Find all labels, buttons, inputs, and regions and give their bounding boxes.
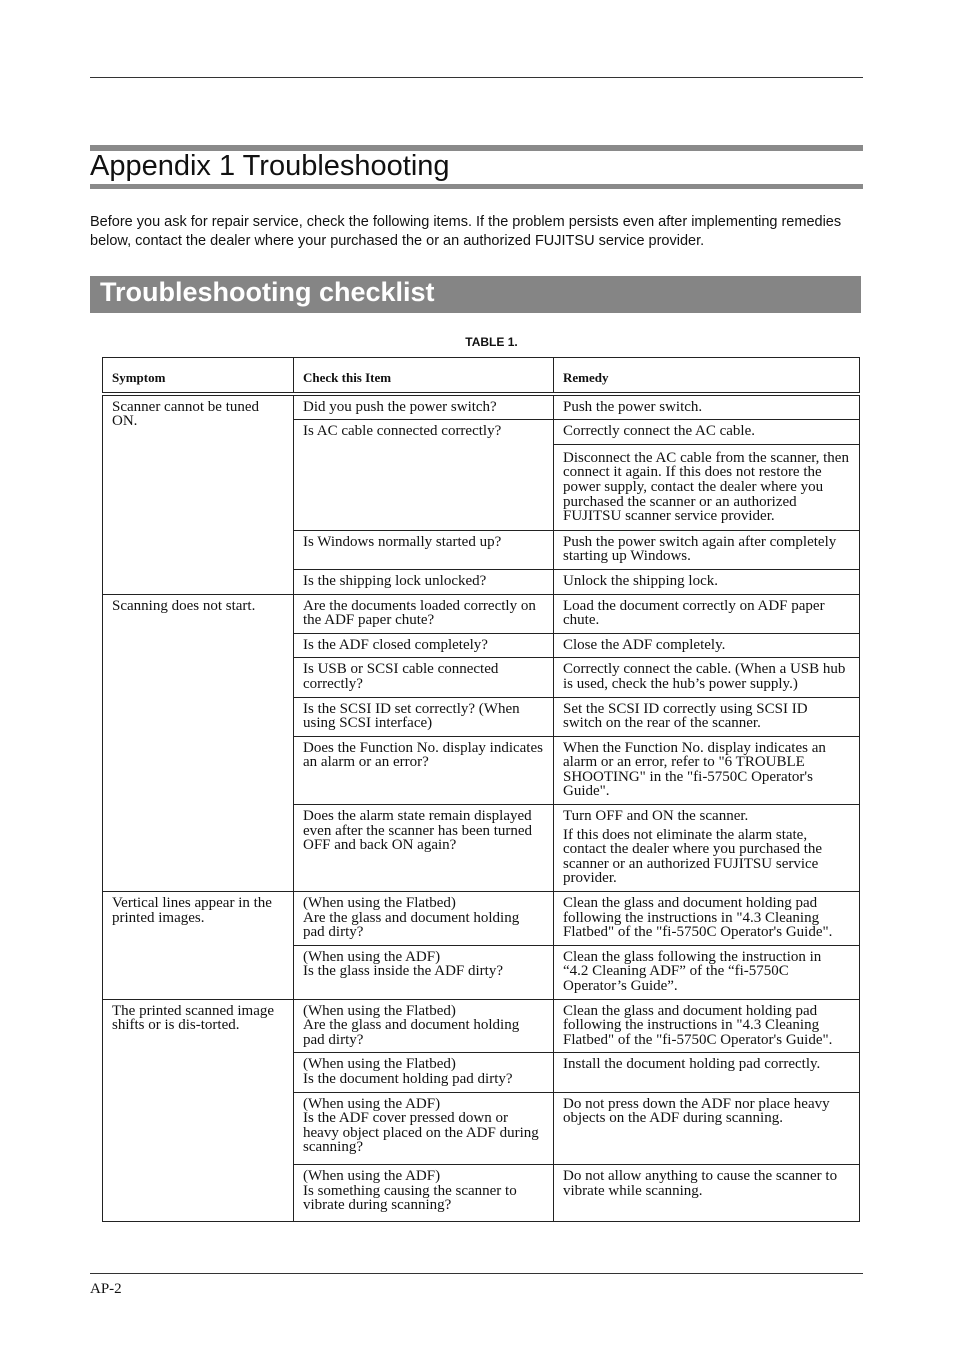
check-cell: Is the SCSI ID set correctly? (When using SCSI interface) bbox=[294, 697, 554, 736]
remedy-cell: Disconnect the AC cable from the scanner, then connect it again. If this does not restore the power supply, contact the dealer where you purchased the scanner or an authorized FUJITSU scanner service provider. bbox=[554, 444, 860, 530]
remedy-cell: Correctly connect the cable. (When a USB hub is used, check the hub’s power supply.) bbox=[554, 658, 860, 697]
remedy-cell: Close the ADF completely. bbox=[554, 633, 860, 658]
check-cell bbox=[294, 945, 554, 999]
remedy-cell: Set the SCSI ID correctly using SCSI ID switch on the rear of the scanner. bbox=[554, 697, 860, 736]
table-row bbox=[103, 394, 860, 420]
check-condition: (When using the ADF) bbox=[303, 1167, 441, 1184]
table-row bbox=[103, 999, 860, 1053]
table-header-row bbox=[103, 358, 860, 394]
check-condition: (When using the Flatbed) bbox=[303, 1056, 456, 1073]
remedy-cell: When the Function No. display indicates an alarm or an error, refer to "6 TROUBLE SHOOTING" in the "fi-5750C Operator's Guide". bbox=[554, 736, 860, 804]
check-condition: (When using the Flatbed) bbox=[303, 1002, 456, 1019]
check-cell bbox=[294, 1164, 554, 1221]
check-cell: Is the shipping lock unlocked? bbox=[294, 569, 554, 594]
check-cell: Did you push the power switch? bbox=[294, 394, 554, 420]
remedy-line: If this does not eliminate the alarm state, contact the dealer where you purchased the scanner or an authorized FUJITSU service provider. bbox=[563, 826, 823, 887]
check-question: Are the glass and document holding pad dirty? bbox=[303, 1017, 520, 1048]
check-question: Are the glass and document holding pad dirty? bbox=[303, 909, 520, 941]
check-cell: Is Windows normally started up? bbox=[294, 530, 554, 569]
check-cell: Is USB or SCSI cable connected correctly? bbox=[294, 658, 554, 697]
check-cell bbox=[294, 1053, 554, 1092]
section-title: Troubleshooting checklist bbox=[100, 277, 435, 307]
symptom-cell: The printed scanned image shifts or is dis-torted. bbox=[103, 999, 294, 1221]
remedy-cell bbox=[554, 805, 860, 892]
header-symptom: Symptom bbox=[103, 358, 294, 394]
intro-paragraph: Before you ask for repair service, check the following items. If the problem persists even after implementing remedies below, contact the dealer where your purchased the or an authorized FUJITSU service provider. bbox=[90, 214, 842, 249]
check-cell bbox=[294, 892, 554, 946]
check-question: Is the glass inside the ADF dirty? bbox=[303, 963, 503, 980]
check-question: Is the ADF cover pressed down or heavy object placed on the ADF during scanning? bbox=[303, 1110, 539, 1156]
remedy-cell: Correctly connect the AC cable. bbox=[554, 420, 860, 445]
check-cell: Does the alarm state remain displayed even after the scanner has been turned OFF and back ON again? bbox=[294, 805, 554, 892]
symptom-cell: Scanner cannot be tuned ON. bbox=[103, 394, 294, 594]
remedy-cell: Clean the glass and document holding pad following the instructions in "4.3 Cleaning Flatbed" of the "fi-5750C Operator's Guide". bbox=[554, 999, 860, 1053]
troubleshooting-table bbox=[102, 357, 860, 1222]
check-question: Is something causing the scanner to vibrate during scanning? bbox=[303, 1182, 517, 1214]
check-cell: Is the ADF closed completely? bbox=[294, 633, 554, 658]
remedy-cell: Unlock the shipping lock. bbox=[554, 569, 860, 594]
remedy-cell: Load the document correctly on ADF paper chute. bbox=[554, 594, 860, 633]
header-check-item: Check this Item bbox=[294, 358, 554, 394]
check-condition: (When using the Flatbed) bbox=[303, 895, 456, 912]
check-cell bbox=[294, 1092, 554, 1164]
symptom-cell: Scanning does not start. bbox=[103, 594, 294, 892]
remedy-cell: Clean the glass and document holding pad following the instructions in "4.3 Cleaning Flatbed" of the "fi-5750C Operator's Guide". bbox=[554, 892, 860, 946]
remedy-cell: Do not allow anything to cause the scanner to vibrate while scanning. bbox=[554, 1164, 860, 1221]
chapter-bar-bottom bbox=[90, 184, 863, 189]
page-number: AP-2 bbox=[90, 1281, 122, 1297]
table-row bbox=[103, 594, 860, 633]
table-row bbox=[103, 892, 860, 946]
check-condition: (When using the ADF) bbox=[303, 948, 441, 965]
table-caption-text: TABLE 1. bbox=[465, 335, 518, 349]
remedy-cell: Clean the glass following the instruction in “4.2 Cleaning ADF” of the “fi-5750C Operator’s Guide”. bbox=[554, 945, 860, 999]
header-remedy: Remedy bbox=[554, 358, 860, 394]
symptom-cell: Vertical lines appear in the printed images. bbox=[103, 892, 294, 1000]
remedy-line: Turn OFF and ON the scanner. bbox=[563, 808, 749, 825]
check-question: Is the document holding pad dirty? bbox=[303, 1070, 513, 1087]
footer-rule bbox=[90, 1273, 863, 1274]
check-cell bbox=[294, 999, 554, 1053]
check-cell: Does the Function No. display indicates an alarm or an error? bbox=[294, 736, 554, 804]
check-condition: (When using the ADF) bbox=[303, 1095, 441, 1112]
remedy-cell: Push the power switch. bbox=[554, 394, 860, 420]
header-rule bbox=[90, 77, 863, 78]
table-caption bbox=[90, 335, 893, 349]
remedy-cell: Install the document holding pad correctly. bbox=[554, 1053, 860, 1092]
chapter-title: Appendix 1 Troubleshooting bbox=[90, 150, 450, 182]
remedy-cell: Push the power switch again after completely starting up Windows. bbox=[554, 530, 860, 569]
remedy-cell: Do not press down the ADF nor place heavy objects on the ADF during scanning. bbox=[554, 1092, 860, 1164]
check-cell: Is AC cable connected correctly? bbox=[294, 420, 554, 531]
check-cell: Are the documents loaded correctly on the ADF paper chute? bbox=[294, 594, 554, 633]
